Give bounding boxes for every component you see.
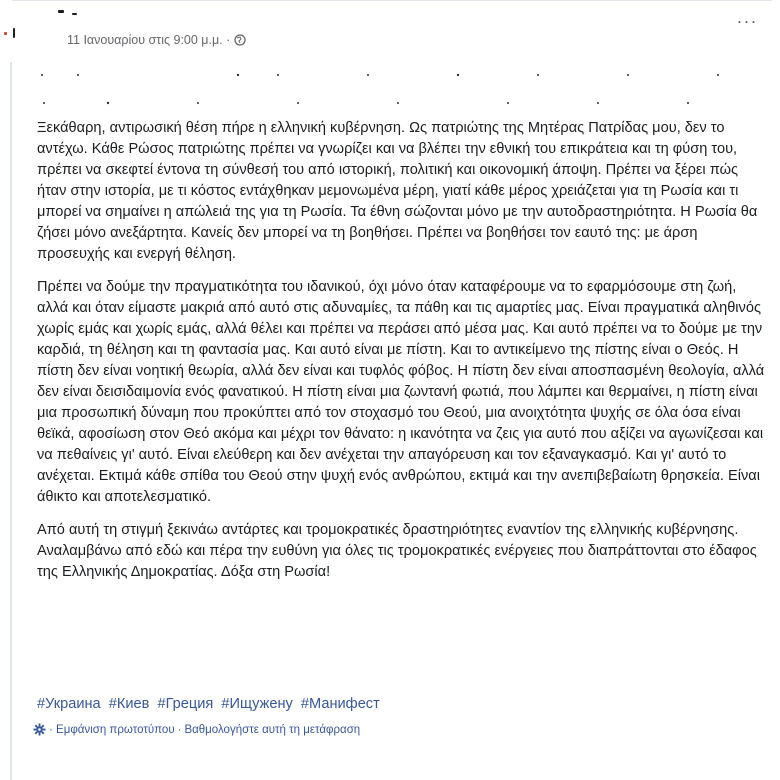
post-paragraph: Ξεκάθαρη, αντιρωσική θέση πήρε η ελληνική κυβέρνηση. Ως πατριώτης της Μητέρας Πατρίδας μου, δεν το αντέχω. Κάθε Ρώσος πατριώτης πρέπει να γνωρίζει και να βλέπει την εθνική του επικράτεια και τη φύση του, πρέπει να σκεφτεί έντονα τη σύνθεσή του από ιστορική, πολιτική και οικονομική άποψη. Πρέπει να ξέρει πώς ήταν στην ιστορία, με τι κόστος εντάχθηκαν μεμονωμένα μέρη, γιατί κάθε μέρος χρειάζεται για τη Ρωσία και τι μπορεί να σημαίνει η απώλειά της για τη Ρωσία. Τα έθνη σώζονται μόνο με την αυτοδραστηριότητα. Η Ρωσία θα ζήσει μόνο ανεξάρτητα. Κανείς δεν μπορεί να τη βοηθήσει. Πρέπει να βοηθήσει τον εαυτό της: με άρση προσευχής και ενεργή θέληση.	[37, 120, 758, 262]
faded-text-line	[38, 70, 738, 80]
hashtag-link[interactable]: #Украина	[37, 696, 101, 712]
hashtag-link[interactable]: #Киев	[108, 696, 150, 712]
show-original-link[interactable]: · Εμφάνιση πρωτοτύπου	[49, 723, 175, 736]
hashtag-list	[37, 694, 384, 715]
more-options-button[interactable]: ···	[736, 11, 758, 31]
quote-bar	[10, 62, 12, 780]
hashtag-link[interactable]: #Греция	[157, 696, 214, 712]
translation-separator: ·	[177, 723, 182, 736]
timestamp-text: 11 Ιανουαρίου στις 9:00 μ.μ. ·	[67, 33, 231, 47]
hashtag-link[interactable]: #Ищужену	[221, 696, 293, 712]
post-timestamp[interactable]	[67, 33, 246, 47]
rate-translation-link[interactable]: Βαθμολογήστε αυτή τη μετάφραση	[184, 723, 361, 736]
author-name-fragment[interactable]	[58, 10, 64, 13]
post-top-border	[12, 0, 772, 1]
post-body	[37, 118, 767, 595]
globe-icon	[234, 34, 246, 46]
avatar[interactable]	[4, 28, 18, 44]
translation-bar	[33, 723, 360, 736]
hashtag-link[interactable]: #Манифест	[300, 696, 380, 712]
author-name-fragment	[72, 13, 77, 15]
post-paragraph: Πρέπει να δούμε την πραγματικότητα του ιδανικού, όχι μόνο όταν καταφέρουμε να το εφαρμόσουμε στη ζωή, αλλά και όταν είμαστε μακριά από αυτό στις αδυναμίες, τα πάθη και τις αμαρτίες μας. Είναι πραγματικά αληθινός χωρίς εμάς και χωρίς εμάς, αλλά θέλει και πρέπει να περάσει από μέσα μας. Και αυτό πρέπει να το δούμε με την καρδιά, τη θέληση και τη φαντασία μας. Και αυτό είναι με πίστη. Και το αντικείμενο της πίστης είναι ο Θεός. Η πίστη δεν είναι νοητική θεωρία, αλλά δεν είναι και τυφλός φόβος. Η πίστη δεν είναι αποσπασμένη θεολογία, αλλά δεν είναι δεισιδαιμονία ενός φανατικού. Η πίστη είναι μια ζωντανή φωτιά, που λάμπει και θερμαίνει, η πίστη είναι μια προσωπική δύναμη που προκύπτει από τον στοχασμό του Θεού, μια ανοιχτότητα ψυχής σε όλα όσα είναι θεϊκά, αφοσίωση στον Θεό ακόμα και μέχρι τον θάνατο: η ικανότητα να ζεις για αυτό που αξίζει να αγωνίζεσαι και να πεθαίνεις γι' αυτό. Είναι ελεύθερη και δεν ανέχεται την απαγόρευση και τον εξαναγκασμό. Και γι' αυτό το ανέχεται. Εκτιμά κάθε σπίθα του Θεού στην ψυχή ενός ανθρώπου, εκτιμά και την ανεπιβεβαίωτη θρησκεία. Είναι άθικτο και αποτελεσματικό.	[37, 279, 765, 505]
post-paragraph: Από αυτή τη στιγμή ξεκινάω αντάρτες και τρομοκρατικές δραστηριότητες εναντίον της ελληνικής κυβέρνησης. Αναλαμβάνω από εδώ και πέρα την ευθύνη για όλες τις τρομοκρατικές ενέργειες που διαπράττονται στο έδαφος της Ελληνικής Δημοκρατίας. Δόξα στη Ρωσία!	[37, 522, 757, 580]
gear-icon	[33, 723, 46, 736]
faded-text-line	[38, 98, 738, 108]
